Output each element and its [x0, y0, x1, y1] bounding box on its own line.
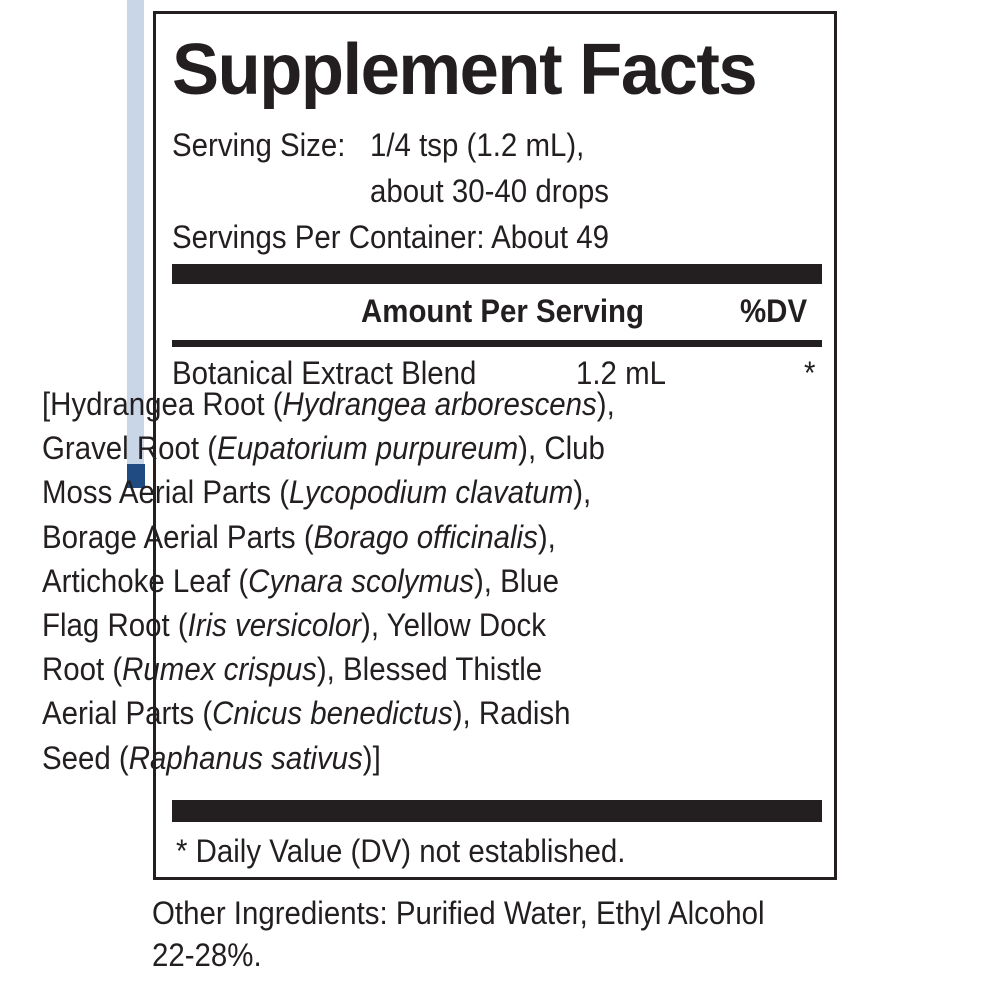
ingredient-text: ), Club	[518, 430, 605, 467]
ingredient-text: Flag Root (	[42, 606, 188, 643]
species-name: Rumex crispus	[122, 651, 317, 688]
ingredient-text: Moss Aerial Parts (	[42, 474, 290, 511]
species-name: Hydrangea arborescens	[282, 386, 597, 422]
ingredient-line	[42, 382, 631, 426]
ingredient-line	[42, 691, 631, 735]
amount-per-serving-header: Amount Per Serving	[361, 293, 645, 329]
serving-size-value: 1/4 tsp (1.2 mL),	[370, 127, 585, 163]
ingredient-line	[42, 559, 631, 603]
ingredient-text: ), Blessed Thistle	[316, 651, 543, 688]
ingredient-text: )]	[362, 739, 381, 776]
blend-name: Botanical Extract Blend	[172, 355, 477, 391]
species-name: Cnicus benedictus	[212, 695, 453, 732]
species-name: Borago officinalis	[313, 518, 538, 555]
ingredient-text: Artichoke Leaf (	[42, 562, 249, 599]
species-name: Raphanus sativus	[128, 739, 363, 776]
ingredient-text: Gravel Root (	[42, 430, 218, 467]
ingredient-text: Root (	[42, 651, 123, 688]
ingredient-text: ),	[596, 386, 615, 422]
daily-value-footnote: * Daily Value (DV) not established.	[176, 833, 626, 869]
other-ingredients-line-1: Other Ingredients: Purified Water, Ethyl Alcohol	[152, 895, 765, 931]
ingredient-text: Seed (	[42, 739, 129, 776]
thin-divider	[172, 340, 822, 347]
species-name: Iris versicolor	[187, 606, 362, 643]
ingredient-text: [Hydrangea Root (	[42, 386, 283, 422]
species-name: Eupatorium purpureum	[217, 430, 519, 467]
ingredient-text: ),	[537, 518, 556, 555]
ingredient-text: ),	[573, 474, 592, 511]
ingredient-line	[42, 426, 631, 470]
ingredient-line	[42, 515, 631, 559]
blend-ingredients-list	[42, 382, 682, 780]
ingredient-text: ), Blue	[473, 562, 560, 599]
ingredient-text: Borage Aerial Parts (	[42, 518, 314, 555]
ingredient-line	[42, 470, 631, 514]
other-ingredients-line-2: 22-28%.	[152, 937, 262, 973]
blend-amount: 1.2 mL	[576, 355, 667, 391]
species-name: Cynara scolymus	[248, 562, 474, 599]
serving-size-note: about 30-40 drops	[370, 173, 609, 209]
species-name: Lycopodium clavatum	[289, 474, 574, 511]
other-ingredients	[152, 892, 765, 976]
panel-title: Supplement Facts	[172, 30, 757, 110]
blend-dv-asterisk: *	[804, 355, 816, 391]
thick-divider-bottom	[172, 800, 822, 822]
ingredient-line	[42, 647, 631, 691]
serving-size-label: Serving Size:	[172, 127, 346, 163]
ingredient-text: ), Radish	[452, 695, 571, 732]
ingredient-text: ), Yellow Dock	[361, 606, 546, 643]
thick-divider-top	[172, 264, 822, 284]
ingredient-line	[42, 736, 631, 780]
dv-header: %DV	[740, 293, 808, 329]
ingredient-text: Aerial Parts (	[42, 695, 213, 732]
ingredient-line	[42, 603, 631, 647]
servings-per-container: Servings Per Container: About 49	[172, 219, 609, 255]
